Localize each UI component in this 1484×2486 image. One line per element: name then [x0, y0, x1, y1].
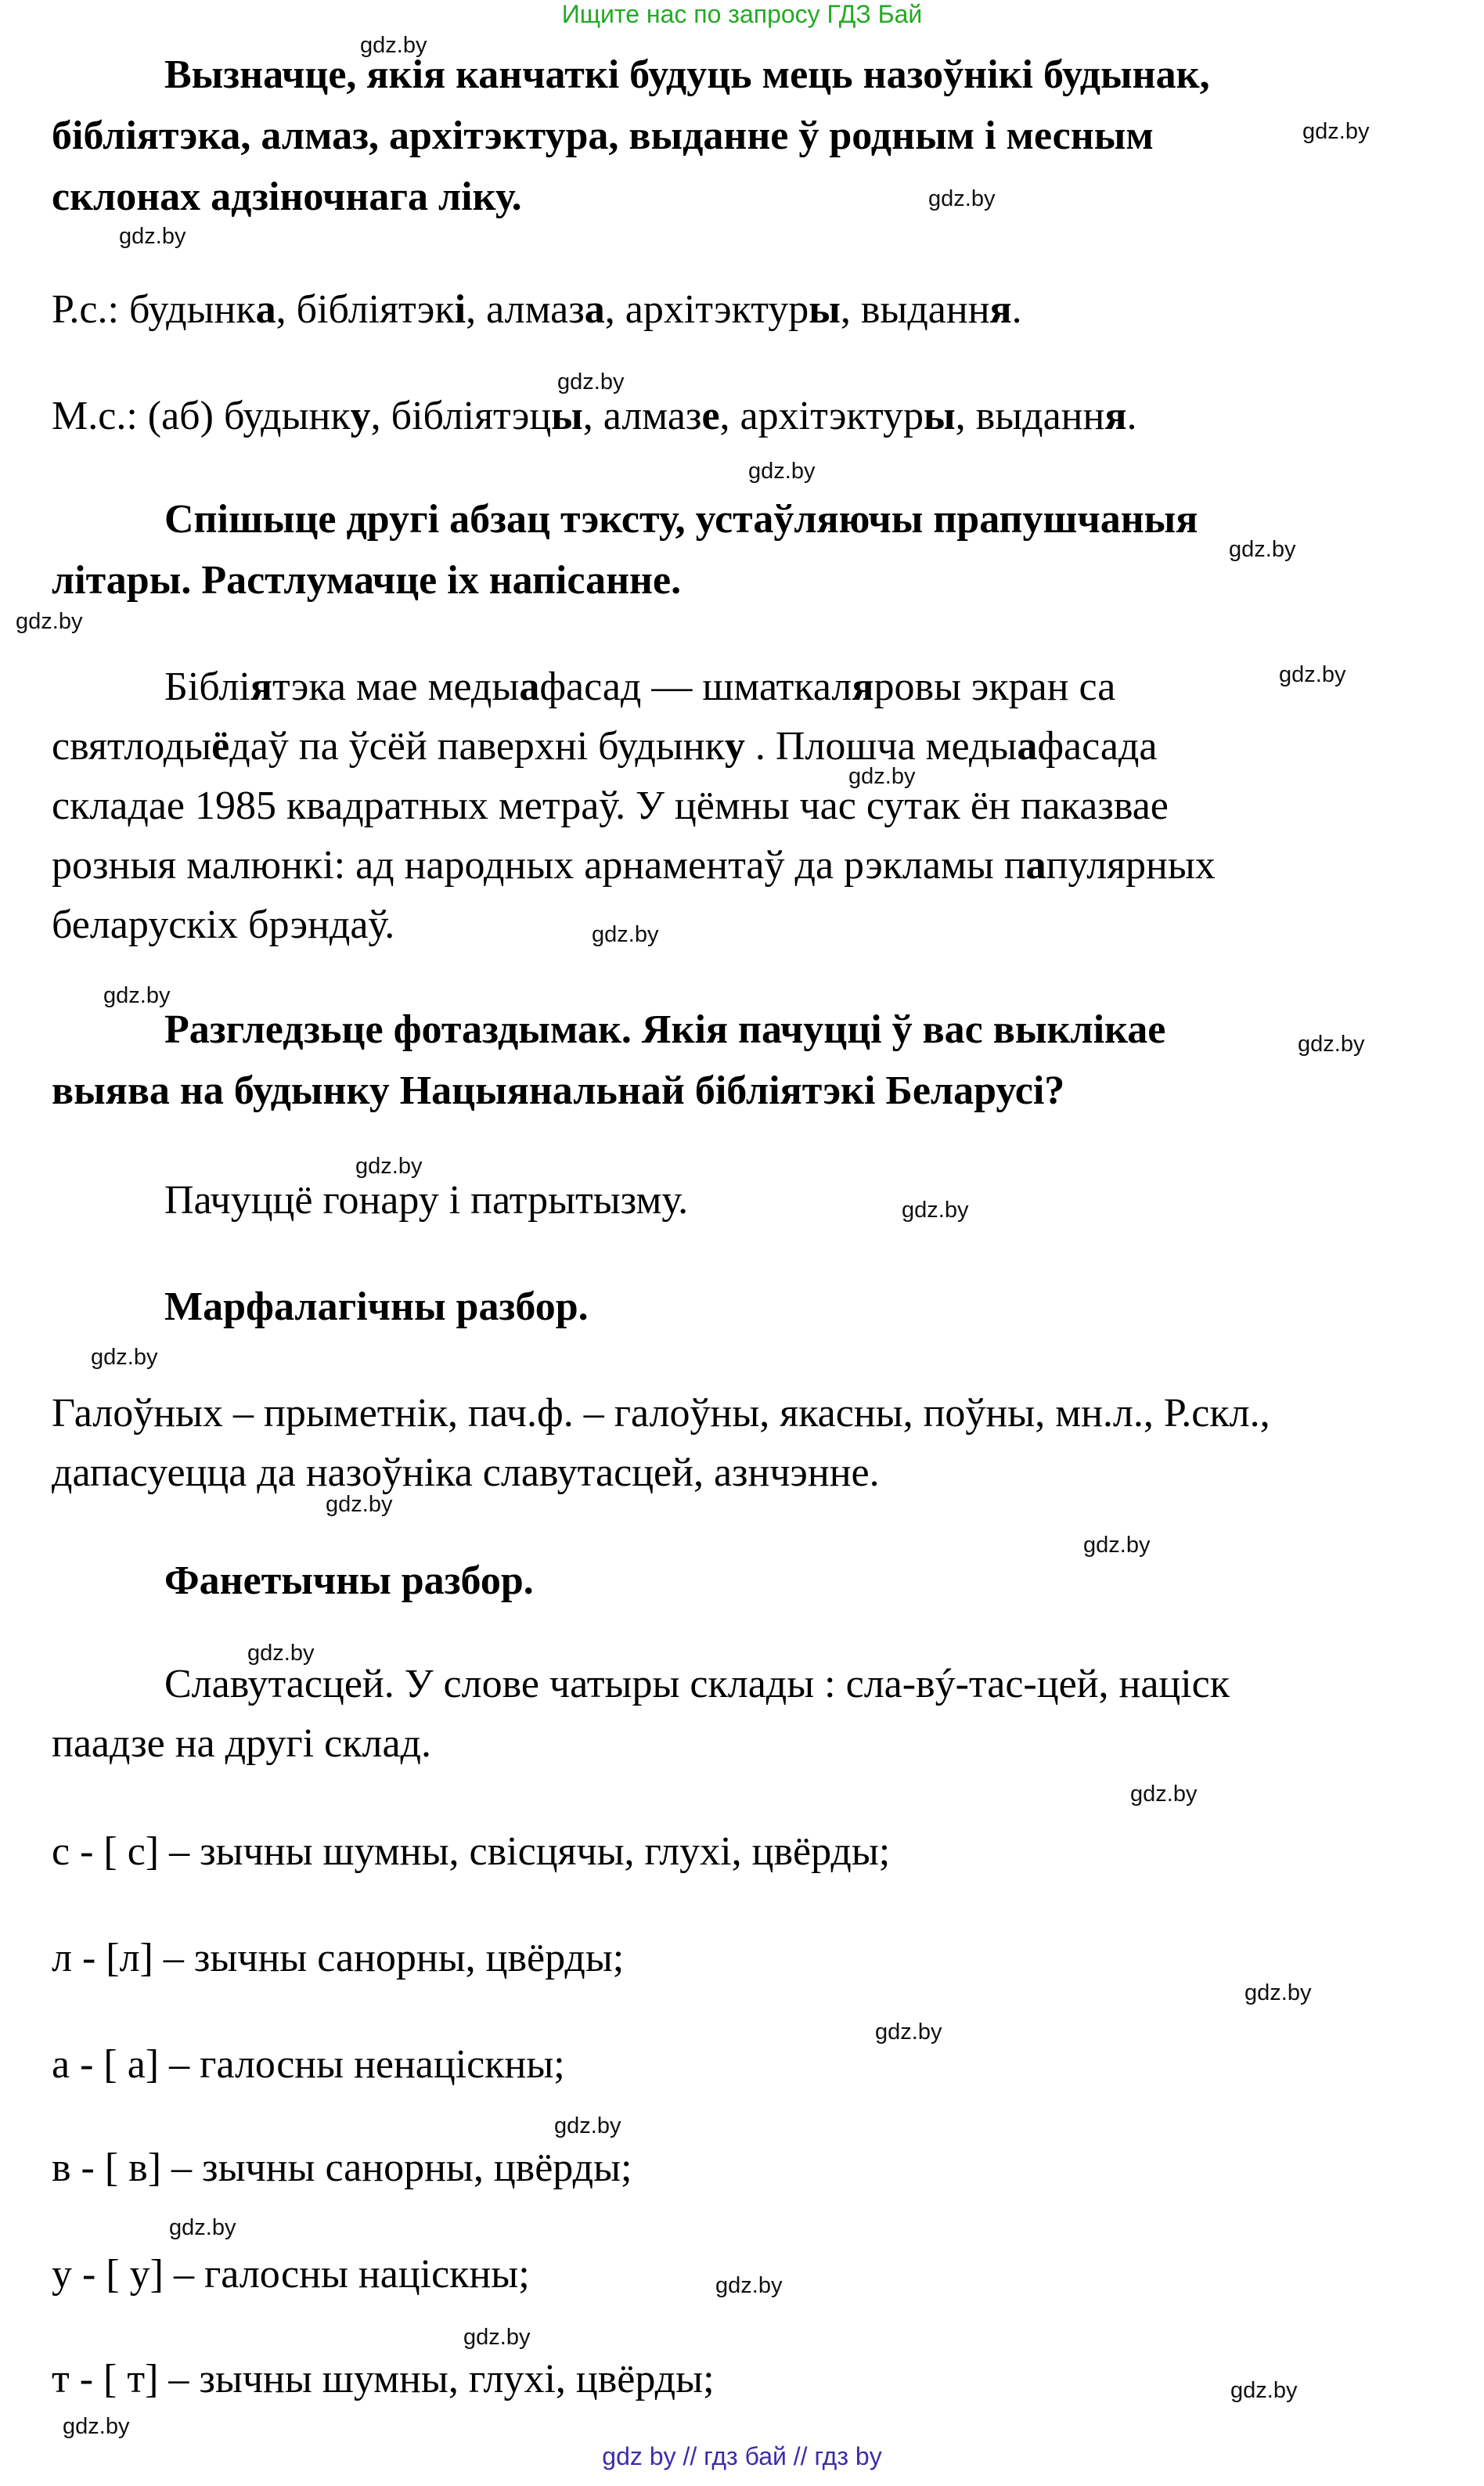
watermark: gdz.by — [1244, 1980, 1312, 2005]
watermark: gdz.by — [103, 983, 171, 1008]
watermark: gdz.by — [463, 2325, 531, 2350]
task5-title: Фанетычны разбор. — [164, 1558, 534, 1603]
watermark: gdz.by — [554, 2113, 621, 2138]
watermark: gdz.by — [1230, 2378, 1298, 2403]
answer2-line3: складае 1985 квадратных метраў. У цёмны час сутак ён паказвае — [52, 784, 1169, 828]
watermark: gdz.by — [1130, 1782, 1198, 1807]
watermark: gdz.by — [360, 33, 427, 58]
watermark: gdz.by — [928, 186, 996, 211]
watermark: gdz.by — [247, 1641, 315, 1666]
watermark: gdz.by — [1279, 662, 1346, 687]
answer2-line1: Бібліятэка мае медыафасад — шматкаляровы экран са — [164, 665, 1116, 709]
watermark: gdz.by — [748, 459, 816, 484]
watermark: gdz.by — [715, 2273, 783, 2298]
watermark: gdz.by — [902, 1198, 969, 1223]
answer2-line2: святлодыёдаў па ўсёй паверхні будынку . Плошча медыафасада — [52, 724, 1158, 769]
watermark: gdz.by — [1298, 1032, 1365, 1057]
watermark: gdz.by — [326, 1492, 393, 1517]
page-header-link[interactable]: Ищите нас по запросу ГДЗ Бай — [561, 0, 923, 28]
page-footer: gdz by // гдз бай // гдз by — [602, 2442, 882, 2470]
task4-title: Марфалагічны разбор. — [164, 1284, 589, 1329]
sound-line: с - [ с] – зычны шумны, свісцячы, глухі, цвёрды; — [52, 1829, 891, 1874]
watermark: gdz.by — [91, 1345, 158, 1370]
sound-line: т - [ т] – зычны шумны, глухі, цвёрды; — [52, 2357, 715, 2401]
task1-line3: склонах адзіночнага ліку. — [52, 175, 522, 219]
task2-line1: Спішыце другі абзац тэксту, устаўляючы прапушчаныя — [164, 497, 1198, 542]
answer2-line5: беларускіх брэндаў. — [52, 903, 395, 947]
task2-line2: літары. Растлумачце іх напісанне. — [52, 558, 682, 603]
answer3: Пачуццё гонару і патрытызму. — [164, 1178, 689, 1223]
answer5-intro2: паадзе на другі склад. — [52, 1721, 431, 1766]
answer4-line2: дапасуецца да назоўніка славутасцей, азнчэнне. — [52, 1450, 880, 1495]
answer5-intro1: Славутасцей. У слове чатыры склады : сла-вý-тас-цей, націск — [164, 1662, 1230, 1706]
task1-line2: бібліятэка, алмаз, архітэктура, выданне ў родным і месным — [52, 113, 1154, 158]
watermark: gdz.by — [63, 2414, 130, 2439]
answer1-rs: Р.с.: будынка, бібліятэкі, алмаза, архітэктуры, выдання. — [52, 287, 1022, 332]
watermark: gdz.by — [1302, 119, 1370, 144]
watermark: gdz.by — [119, 224, 186, 249]
sound-line: у - [ у] – галосны націскны; — [52, 2252, 530, 2297]
watermark: gdz.by — [1083, 1533, 1151, 1558]
task1-line1: Вызначце, якія канчаткі будуць мець назоўнікі будынак, — [164, 52, 1210, 97]
watermark: gdz.by — [1229, 537, 1296, 562]
watermark: gdz.by — [875, 2019, 942, 2045]
watermark: gdz.by — [16, 609, 83, 634]
watermark: gdz.by — [557, 369, 625, 395]
task3-line1: Разгледзьце фотаздымак. Якія пачуцці ў вас выклікае — [164, 1007, 1166, 1052]
task3-line2: выява на будынку Нацыянальнай бібліятэкі Беларусі? — [52, 1068, 1065, 1113]
sound-line: л - [л] – зычны санорны, цвёрды; — [52, 1936, 625, 1980]
answer1-ms: М.с.: (аб) будынку, бібліятэцы, алмазе, архітэктуры, выдання. — [52, 394, 1137, 438]
answer2-line4: розныя малюнкі: ад народных арнаментаў да рэкламы папулярных — [52, 843, 1216, 888]
sound-line: а - [ а] – галосны ненаціскны; — [52, 2042, 565, 2087]
watermark: gdz.by — [355, 1154, 423, 1179]
watermark: gdz.by — [848, 764, 916, 789]
watermark: gdz.by — [592, 922, 659, 947]
watermark: gdz.by — [169, 2215, 236, 2240]
answer4-line1: Галоўных – прыметнік, пач.ф. – галоўны, якасны, поўны, мн.л., Р.скл., — [52, 1391, 1270, 1436]
sound-line: в - [ в] – зычны санорны, цвёрды; — [52, 2146, 632, 2190]
